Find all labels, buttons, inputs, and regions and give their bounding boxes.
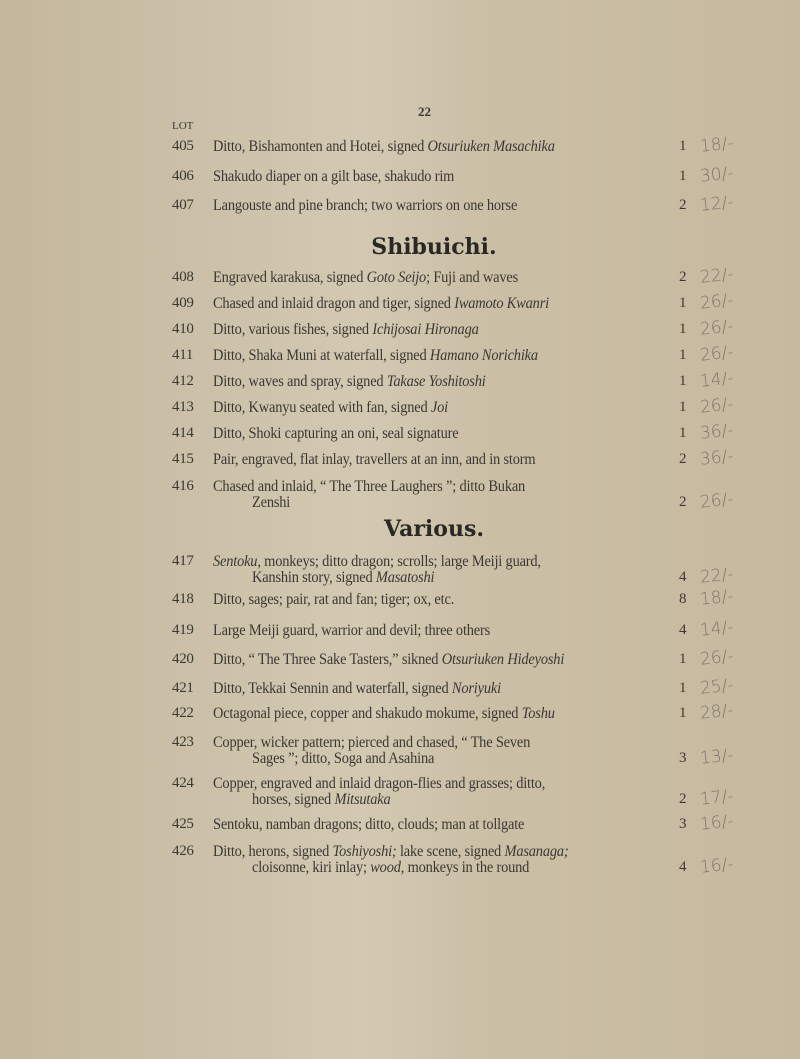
signature-name: Otsuriuken Masachika — [427, 138, 555, 155]
lot-description-line: Pair, engraved, flat inlay, travellers at an inn, and in storm — [213, 451, 536, 468]
handwritten-price: 30/- — [699, 163, 735, 187]
lot-quantity: 1 — [679, 705, 687, 721]
handwritten-price: 22/- — [699, 264, 735, 288]
signature-name: Sentoku — [213, 553, 258, 570]
handwritten-price: 26/- — [699, 290, 735, 314]
lot-description-line: Copper, wicker pattern; pierced and chased, “ The Seven — [213, 734, 531, 751]
lot-quantity: 1 — [679, 651, 687, 667]
lot-description-line: cloisonne, kiri inlay; wood, monkeys in the round — [252, 859, 530, 876]
lot-number: 422 — [172, 705, 194, 721]
lot-quantity: 4 — [679, 569, 687, 585]
lot-number: 413 — [172, 399, 194, 415]
lot-number: 417 — [172, 553, 194, 569]
handwritten-price: 16/- — [699, 811, 735, 835]
lot-number: 414 — [172, 425, 194, 441]
lot-description-line: Ditto, Shaka Muni at waterfall, signed Hamano Norichika — [213, 347, 538, 364]
lot-description-line: Langouste and pine branch; two warriors on one horse — [213, 197, 518, 214]
lot-description-line: Large Meiji guard, warrior and devil; three others — [213, 622, 491, 639]
lot-quantity: 1 — [679, 399, 687, 415]
lot-quantity: 3 — [679, 816, 687, 832]
signature-name: Masatoshi — [375, 569, 435, 586]
lot-quantity: 3 — [679, 750, 687, 766]
lot-quantity: 2 — [679, 791, 687, 807]
lot-description-line: Ditto, Kwanyu seated with fan, signed Joi — [213, 399, 448, 416]
lot-quantity: 1 — [679, 295, 687, 311]
lot-description-line: Ditto, “ The Three Sake Tasters,” sikned Otsuriuken Hideyoshi — [213, 651, 565, 668]
lot-description-line: Ditto, Bishamonten and Hotei, signed Otsuriuken Masachika — [213, 138, 555, 155]
lot-quantity: 2 — [679, 451, 687, 467]
lot-description-line: Zenshi — [252, 494, 291, 511]
lot-description-line: Ditto, Shoki capturing an oni, seal signature — [213, 425, 459, 442]
handwritten-price: 26/- — [699, 489, 735, 513]
handwritten-price: 26/- — [699, 394, 735, 418]
lot-description-line: Ditto, various fishes, signed Ichijosai Hironaga — [213, 321, 479, 338]
lot-number: 415 — [172, 451, 194, 467]
lot-number: 407 — [172, 197, 194, 213]
lot-quantity: 2 — [679, 494, 687, 510]
lot-number: 412 — [172, 373, 194, 389]
lot-quantity: 1 — [679, 321, 687, 337]
lot-quantity: 1 — [679, 168, 687, 184]
lot-description-line: Ditto, sages; pair, rat and fan; tiger; ox, etc. — [213, 591, 455, 608]
lot-quantity: 2 — [679, 269, 687, 285]
lot-description-line: Sentoku, namban dragons; ditto, clouds; man at tollgate — [213, 816, 525, 833]
handwritten-price: 17/- — [699, 786, 735, 810]
lot-quantity: 1 — [679, 680, 687, 696]
lot-number: 411 — [172, 347, 194, 363]
signature-name: Noriyuki — [451, 680, 501, 697]
lot-number: 410 — [172, 321, 194, 337]
lot-description-line: Ditto, herons, signed Toshiyoshi; lake scene, signed Masanaga; — [213, 843, 569, 860]
lot-quantity: 8 — [679, 591, 687, 607]
lot-number: 406 — [172, 168, 194, 184]
lot-number: 421 — [172, 680, 194, 696]
lot-description-line: Chased and inlaid, “ The Three Laughers ”; ditto Bukan — [213, 478, 526, 495]
page-number: 22 — [418, 104, 431, 119]
lot-description-line: horses, signed Mitsutaka — [252, 791, 391, 808]
lot-description-line: Chased and inlaid dragon and tiger, signed Iwamoto Kwanri — [213, 295, 549, 312]
lot-quantity: 1 — [679, 373, 687, 389]
handwritten-price: 12/- — [699, 192, 735, 216]
lot-number: 418 — [172, 591, 194, 607]
lot-description-line: Kanshin story, signed Masatoshi — [252, 569, 435, 586]
lot-number: 405 — [172, 138, 194, 154]
handwritten-price: 36/- — [699, 420, 735, 444]
lot-number: 420 — [172, 651, 194, 667]
handwritten-price: 28/- — [699, 700, 735, 724]
lot-quantity: 1 — [679, 138, 687, 154]
lot-number: 419 — [172, 622, 194, 638]
handwritten-price: 13/- — [699, 745, 735, 769]
lot-quantity: 1 — [679, 347, 687, 363]
handwritten-price: 18/- — [699, 133, 735, 157]
lot-number: 424 — [172, 775, 194, 791]
handwritten-price: 14/- — [699, 617, 735, 641]
handwritten-price: 18/- — [699, 586, 735, 610]
handwritten-price: 36/- — [699, 446, 735, 470]
lot-description-line: Copper, engraved and inlaid dragon-flies and grasses; ditto, — [213, 775, 546, 792]
signature-name: Hamano Norichika — [429, 347, 538, 364]
lot-description-line: Ditto, waves and spray, signed Takase Yoshitoshi — [213, 373, 486, 390]
lot-quantity: 4 — [679, 859, 687, 875]
handwritten-price: 16/- — [699, 854, 735, 878]
signature-name: Joi — [430, 399, 448, 416]
signature-name: Toshu — [521, 705, 555, 722]
signature-name: Toshiyoshi; — [332, 843, 397, 860]
signature-name: Masanaga; — [504, 843, 569, 860]
lot-number: 408 — [172, 269, 194, 285]
lot-number: 425 — [172, 816, 194, 832]
lot-column-header: LOT — [172, 120, 194, 132]
signature-name: wood, — [370, 859, 405, 876]
lot-description-line: Shakudo diaper on a gilt base, shakudo rim — [213, 168, 455, 185]
lot-quantity: 1 — [679, 425, 687, 441]
signature-name: Mitsutaka — [334, 791, 391, 808]
lot-number: 416 — [172, 478, 194, 494]
signature-name: Ichijosai Hironaga — [372, 321, 479, 338]
handwritten-price: 26/- — [699, 316, 735, 340]
section-heading-shibuichi: Shibuichi. — [371, 234, 497, 260]
signature-name: Takase Yoshitoshi — [386, 373, 486, 390]
section-heading-various: Various. — [384, 516, 484, 542]
handwritten-price: 26/- — [699, 646, 735, 670]
lot-description-line: Octagonal piece, copper and shakudo mokume, signed Toshu — [213, 705, 555, 722]
handwritten-price: 25/- — [699, 675, 735, 699]
signature-name: Iwamoto Kwanri — [454, 295, 549, 312]
lot-description-line: Engraved karakusa, signed Goto Seijo; Fuji and waves — [213, 269, 519, 286]
handwritten-price: 22/- — [699, 564, 735, 588]
lot-number: 409 — [172, 295, 194, 311]
handwritten-price: 26/- — [699, 342, 735, 366]
lot-number: 423 — [172, 734, 194, 750]
signature-name: Otsuriuken Hideyoshi — [441, 651, 565, 668]
lot-number: 426 — [172, 843, 194, 859]
signature-name: Goto Seijo — [366, 269, 427, 286]
handwritten-price: 14/- — [699, 368, 735, 392]
lot-description-line: Sentoku, monkeys; ditto dragon; scrolls; large Meiji guard, — [213, 553, 541, 570]
lot-description-line: Ditto, Tekkai Sennin and waterfall, signed Noriyuki — [213, 680, 501, 697]
lot-quantity: 4 — [679, 622, 687, 638]
lot-quantity: 2 — [679, 197, 687, 213]
lot-description-line: Sages ”; ditto, Soga and Asahina — [252, 750, 435, 767]
